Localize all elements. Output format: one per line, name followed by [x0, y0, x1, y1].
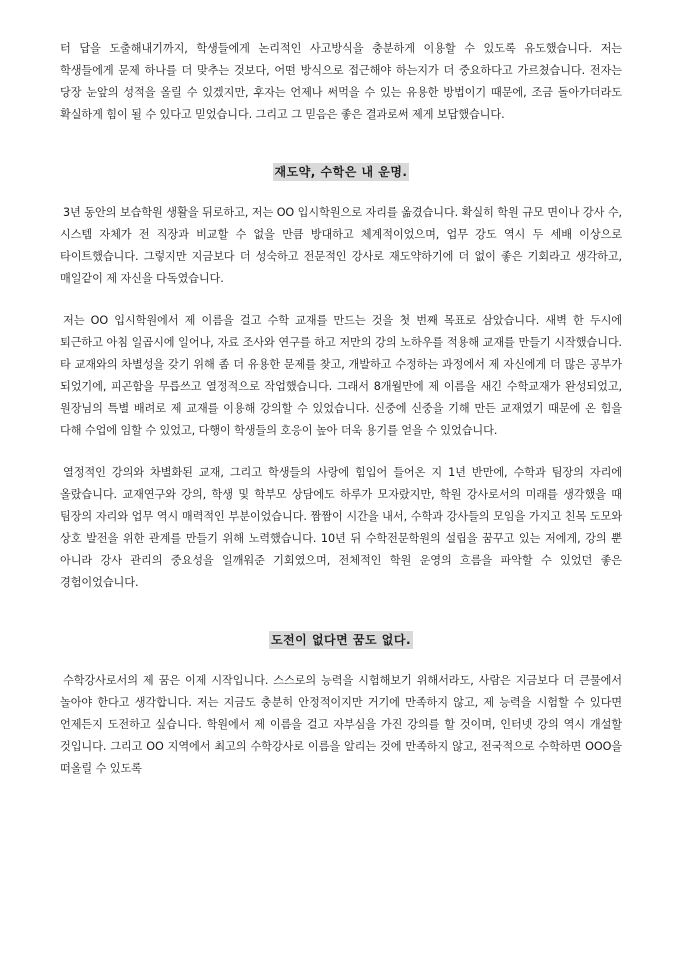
document-page [60, 38, 622, 780]
body-paragraph: 수학강사로서의 제 꿈은 이제 시작입니다. 스스로의 능력을 시험해보기 위해서라도, 사람은 지금보다 더 큰물에서 놀아야 한다고 생각합니다. 저는 지금도 충분히 안정적이지만 거기에 만족하지 않고, 제 능력을 시험할 수 있다면 언제든지 도전하고 싶습니다. 학원에서 제 이름을 걸고 자부심을 가진 강의를 할 것이며, 인터넷 강의 역시 개설할 것입니다. 그리고 OO 지역에서 최고의 수학강사로 이름을 알리는 것에 만족하지 않고, 전국적으로 수학하면 OOO을 떠올릴 수 있도록 [60, 674, 622, 775]
section-heading-challenge: 도전이 없다면 꿈도 없다. [270, 633, 411, 647]
section-heading-wrap [60, 628, 622, 650]
section-heading-reboot: 재도약, 수학은 내 운명. [274, 165, 408, 179]
body-paragraph: 3년 동안의 보습학원 생활을 뒤로하고, 저는 OO 입시학원으로 자리를 옮겼습니다. 확실히 학원 규모 면이나 강사 수, 시스템 자체가 전 직장과 비교할 수 없을 만큼 방대하고 체계적이었으며, 업무 강도 역시 두 세배 이상으로 타이트했습니다. 그렇지만 지금보다 더 성숙하고 전문적인 강사로 재도약하기에 더 없이 좋은 기회라고 생각하고, 매일같이 제 자신을 다독였습니다. [60, 206, 622, 285]
body-paragraph: 저는 OO 입시학원에서 제 이름을 걸고 수학 교재를 만드는 것을 첫 번째 목표로 삼았습니다. 새벽 한 두시에 퇴근하고 아침 일곱시에 일어나, 자료 조사와 연구를 하고 저만의 강의 노하우를 적용해 교재를 만들기 시작했습니다. 타 교재와의 차별성을 갖기 위해 좀 더 유용한 문제를 찾고, 개발하고 수정하는 과정에서 제 자신에게 더 많은 공부가 되었기에, 피곤함을 무릅쓰고 열정적으로 작업했습니다. 그래서 8개월만에 제 이름을 새긴 수학교재가 완성되었고, 원장님의 특별 배려로 제 교재를 이용해 강의할 수 있었습니다. 신중에 신중을 기해 만든 교재였기 때문에 온 힘을 다해 수업에 임할 수 있었고, 다행이 학생들의 호응이 높아 더욱 용기를 얻을 수 있었습니다. [60, 314, 622, 437]
section-heading-wrap [60, 160, 622, 182]
intro-paragraph: 터 답을 도출해내기까지, 학생들에게 논리적인 사고방식을 충분하게 이용할 수 있도록 유도했습니다. 저는 학생들에게 문제 하나를 더 맞추는 것보다, 어떤 방식으로 접근해야 하는지가 더 중요하다고 가르쳤습니다. 전자는 당장 눈앞의 성적을 올릴 수 있겠지만, 후자는 언제나 써먹을 수 있는 유용한 방법이기 때문에, 조금 돌아가더라도 확실하게 힘이 될 수 있다고 믿었습니다. 그리고 그 믿음은 좋은 결과로써 제게 보답했습니다. [60, 42, 622, 121]
body-paragraph: 열정적인 강의와 차별화된 교재, 그리고 학생들의 사랑에 힘입어 들어온 지 1년 반만에, 수학과 팀장의 자리에 올랐습니다. 교재연구와 강의, 학생 및 학부모 상담에도 하루가 모자랐지만, 학원 강사로서의 미래를 생각했을 때 팀장의 자리와 업무 역시 매력적인 부분이었습니다. 짬짬이 시간을 내서, 수학과 강사들의 모임을 가지고 친목 도모와 상호 발전을 위한 관계를 만들기 위해 노력했습니다. 10년 뒤 수학전문학원의 설립을 꿈꾸고 있는 저에게, 강의 뿐 아니라 강사 관리의 중요성을 일깨워준 기회였으며, 전체적인 학원 운영의 흐름을 파악할 수 있었던 좋은 경험이었습니다. [60, 466, 622, 589]
